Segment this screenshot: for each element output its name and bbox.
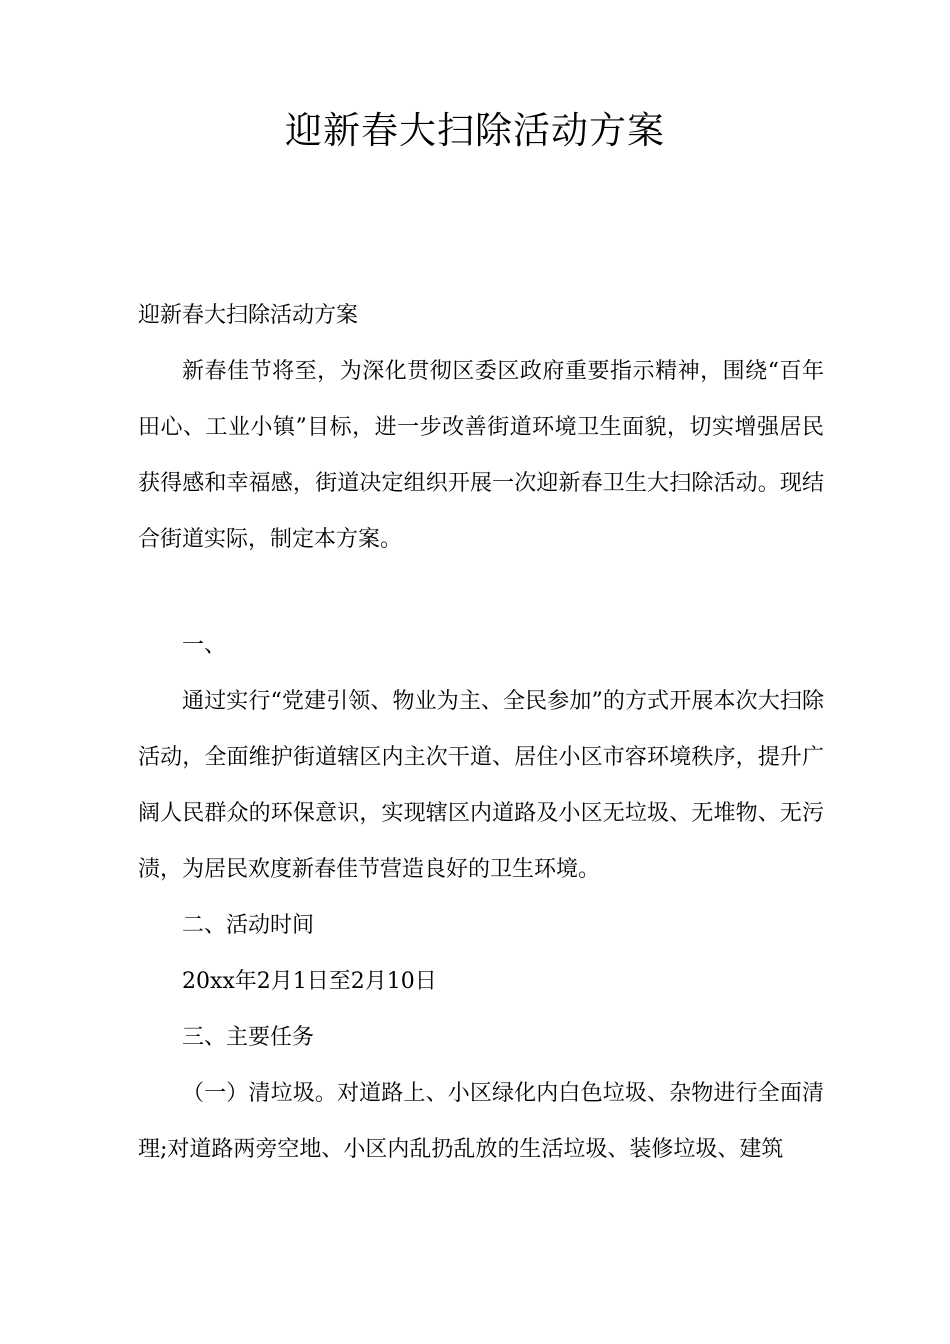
objective-paragraph: 通过实行“党建引领、物业为主、全民参加”的方式开展本次大扫除活动，全面维护街道辖区内主次干道、居住小区市容环境秩序，提升广阔人民群众的环保意识，实现辖区内道路及小区无垃圾、无堆物、无污渍，为居民欢度新春佳节营造良好的卫生环境。: [138, 689, 824, 882]
task-one-paragraph: （一）清垃圾。对道路上、小区绿化内白色垃圾、杂物进行全面清理;对道路两旁空地、小区内乱扔乱放的生活垃圾、装修垃圾、建筑: [138, 1081, 824, 1162]
section-heading-one: 一、: [182, 633, 227, 658]
document-body: [138, 288, 824, 1178]
document-title: 迎新春大扫除活动方案: [285, 109, 665, 152]
intro-paragraph: 新春佳节将至，为深化贯彻区委区政府重要指示精神，围绕“百年田心、工业小镇”目标，进一步改善街道环境卫生面貌，切实增强居民获得感和幸福感，街道决定组织开展一次迎新春卫生大扫除活动。现结合街道实际，制定本方案。: [138, 359, 824, 552]
section-heading-time: 二、活动时间: [182, 913, 315, 938]
activity-date: 20xx年2月1日至2月10日: [182, 969, 437, 994]
document-subtitle: 迎新春大扫除活动方案: [138, 303, 359, 328]
section-heading-tasks: 三、主要任务: [182, 1025, 315, 1050]
